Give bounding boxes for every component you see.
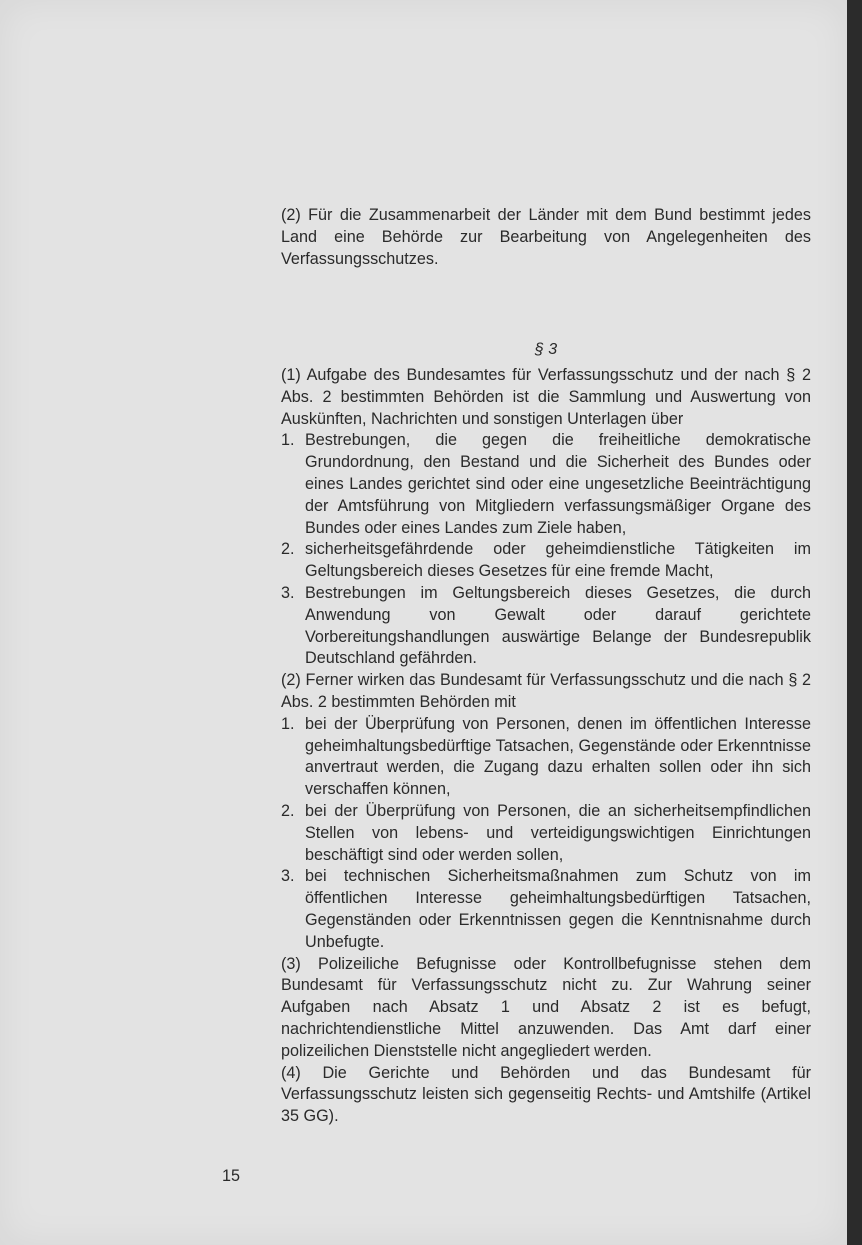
list-text: Bestrebungen im Geltungsbereich dieses Gesetzes, die durch Anwendung von Gewalt oder darauf gerichtete Vorbereitungshandlungen auswärtige Belange der Bundesrepublik Deutschland gefährden. <box>305 583 811 668</box>
list-item <box>281 539 811 583</box>
list-number: 2. <box>281 540 295 559</box>
section-body <box>281 365 811 1128</box>
list-number: 2. <box>281 801 295 820</box>
list-item <box>281 866 811 953</box>
intro-section <box>281 205 811 270</box>
intro-paragraph: (2) Für die Zusammenarbeit der Länder mit dem Bund bestimmt jedes Land eine Behörde zur Bearbeitung von Angelegenheiten des Verfassungsschutzes. <box>281 206 811 268</box>
page-edge-shadow <box>847 0 862 1245</box>
paragraph-2: (2) Ferner wirken das Bundesamt für Verfassungsschutz und die nach § 2 Abs. 2 bestimmten Behörden mit <box>281 671 811 711</box>
paragraph-1: (1) Aufgabe des Bundesamtes für Verfassungsschutz und der nach § 2 Abs. 2 bestimmten Behörden ist die Sammlung und Auswertung von Auskünften, Nachrichten und sonstigen Unterlagen über <box>281 366 811 428</box>
list-number: 3. <box>281 867 295 886</box>
list-item <box>281 714 811 801</box>
list-text: bei technischen Sicherheitsmaßnahmen zum Schutz von im öffentlichen Interesse geheimhaltungsbedürftigen Tatsachen, Gegenständen oder Erkenntnissen gegen die Kenntnisnahme durch Unbefugte. <box>305 867 811 951</box>
list-text: Bestrebungen, die gegen die freiheitliche demokratische Grundordnung, den Bestand und die Sicherheit des Bundes oder eines Landes gerichtet sind oder eine ungesetzliche Beeinträchtigung der Amtsführung von Mitgliedern verfassungsmäßiger Organe des Bundes oder eines Landes zum Ziele haben, <box>305 431 811 537</box>
list-number: 1. <box>281 714 295 733</box>
page-number: 15 <box>222 1167 241 1185</box>
list-text: bei der Überprüfung von Personen, denen im öffentlichen Interesse geheimhaltungsbedürftige Tatsachen, Gegenstände oder Erkenntnisse anvertraut werden, die Zugang dazu erhalten sollen oder ihn sich verschaffen können, <box>305 714 811 799</box>
list-number: 3. <box>281 583 295 602</box>
paragraph-3: (3) Polizeiliche Befugnisse oder Kontrollbefugnisse stehen dem Bundesamt für Verfassungsschutz nicht zu. Zur Wahrung seiner Aufgaben nach Absatz 1 und Absatz 2 ist es befugt, nachrichtendienstliche Mittel anzuwenden. Das Amt darf einer polizeilichen Dienststelle nicht angegliedert werden. <box>281 954 811 1060</box>
list-number: 1. <box>281 431 295 450</box>
list-text: bei der Überprüfung von Personen, die an sicherheitsempfindlichen Stellen von lebens- und verteidigungswichtigen Einrichtungen beschäftigt sind oder werden sollen, <box>305 801 811 864</box>
list-item <box>281 583 811 670</box>
paragraph-4: (4) Die Gerichte und Behörden und das Bundesamt für Verfassungsschutz leisten sich gegenseitig Rechts- und Amtshilfe (Artikel 35 GG). <box>281 1063 811 1126</box>
list-item <box>281 430 811 539</box>
list-item <box>281 801 811 866</box>
section-heading: § 3 <box>534 341 558 358</box>
list-text: sicherheitsgefährdende oder geheimdienstliche Tätigkeiten im Geltungsbereich dieses Gesetzes für eine fremde Macht, <box>305 540 811 581</box>
